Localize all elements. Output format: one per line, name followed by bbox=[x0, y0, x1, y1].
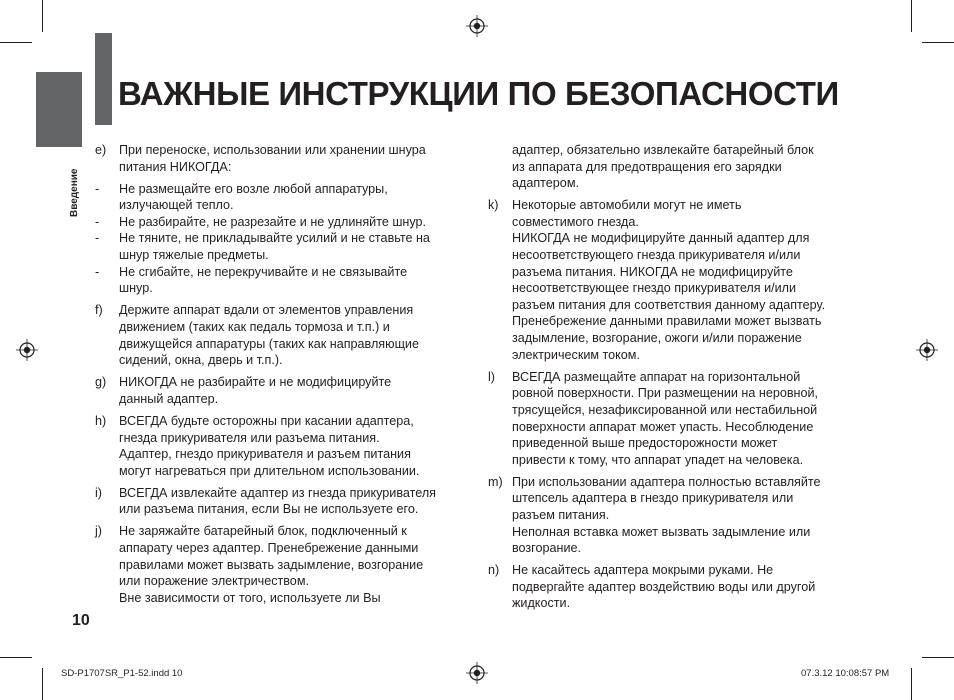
sub-text: Не разбирайте, не разрезайте и не удлиняйте шнур. bbox=[119, 214, 427, 229]
list-marker: l) bbox=[488, 369, 495, 384]
list-marker: h) bbox=[95, 413, 107, 428]
sub-text: Не тяните, не прикладывайте усилий и не ставьте на шнур тяжелые предметы. bbox=[119, 231, 430, 263]
list-marker: n) bbox=[488, 563, 500, 578]
list-marker: f) bbox=[95, 303, 103, 318]
list-item bbox=[95, 413, 475, 479]
section-tab bbox=[36, 72, 82, 147]
list-marker: g) bbox=[95, 375, 107, 390]
crop-mark bbox=[0, 657, 32, 658]
list-item bbox=[488, 474, 868, 557]
registration-mark-icon bbox=[466, 15, 488, 37]
list-item bbox=[488, 562, 868, 612]
list-text: ВСЕГДА будьте осторожны при касании адаптера, гнезда прикуривателя или разъема питания. Адаптер, гнездо прикуривателя и разъем питания могут нагреваться при длительном использовании. bbox=[119, 413, 420, 478]
list-marker bbox=[488, 142, 512, 192]
crop-mark bbox=[911, 668, 912, 700]
dash-marker: - bbox=[95, 231, 100, 246]
list-text: Некоторые автомобили могут не иметь совместимого гнезда. НИКОГДА не модифицируйте данный адаптер для несоответствующего гнезда прикуривателя и/или разъема питания. НИКОГДА не модифицируйте несоответствующее гнездо прикуривателя и/или разъем питания для соответствия данному адаптеру. Пренебрежение данными правилами может вызвать задымление, возгорание, ожоги и/или поражение электрическим током. bbox=[512, 198, 826, 362]
right-column bbox=[488, 142, 868, 618]
list-marker: m) bbox=[488, 474, 503, 489]
sub-list bbox=[95, 181, 475, 297]
registration-mark-icon bbox=[916, 339, 938, 361]
dash-marker: - bbox=[95, 214, 100, 229]
list-marker: k) bbox=[488, 198, 499, 213]
crop-mark bbox=[911, 0, 912, 32]
list-text: При использовании адаптера полностью вставляйте штепсель адаптера в гнездо прикуривателя или разъем питания. Неполная вставка может вызвать задымление или возгорание. bbox=[512, 474, 821, 556]
list-text: ВСЕГДА размещайте аппарат на горизонтальной ровной поверхности. При размещении на неровной, трясущейся, незафиксированной или нестабильной поверхности аппарат может упасть. Несоблюдение приведенной выше предосторожности может привести к тому, что аппарат упадет на человека. bbox=[512, 369, 819, 467]
dash-marker: - bbox=[95, 181, 100, 196]
sub-item bbox=[95, 214, 475, 231]
crop-mark bbox=[922, 42, 954, 43]
list-text: НИКОГДА не разбирайте и не модифицируйте данный адаптер. bbox=[119, 375, 392, 406]
list-item bbox=[95, 302, 475, 368]
page-number: 10 bbox=[72, 612, 90, 629]
crop-mark bbox=[42, 668, 43, 700]
page-title: ВАЖНЫЕ ИНСТРУКЦИИ ПО БЕЗОПАСНОСТИ bbox=[118, 75, 839, 112]
list-text: Держите аппарат вдали от элементов управления движением (таких как педаль тормоза и т.п.) и движущейся аппаратуры (таких как направляющие сидений, окна, дверь и т.п.). bbox=[119, 303, 419, 368]
list-item bbox=[95, 374, 475, 407]
continued-text: адаптер, обязательно извлекайте батарейный блок из аппарата для предотвращения его зарядки адаптером. bbox=[512, 143, 814, 191]
list-item bbox=[95, 142, 475, 175]
registration-mark-icon bbox=[466, 662, 488, 684]
crop-mark bbox=[0, 42, 32, 43]
dash-marker: - bbox=[95, 264, 100, 279]
list-item bbox=[488, 142, 868, 192]
list-item bbox=[95, 523, 475, 606]
list-text: При переноске, использовании или хранении шнура питания НИКОГДА: bbox=[119, 143, 426, 174]
file-info: SD-P1707SR_P1-52.indd 10 bbox=[61, 668, 183, 679]
crop-mark bbox=[922, 657, 954, 658]
list-item bbox=[95, 485, 475, 518]
list-text: Не заряжайте батарейный блок, подключенный к аппарату через адаптер. Пренебрежение данными правилами может вызвать задымление, возгорание или поражение электричеством. Вне зависимости от того, используете ли Вы bbox=[119, 524, 424, 605]
list-marker: e) bbox=[95, 143, 107, 157]
section-label: Введение bbox=[69, 168, 80, 217]
list-item bbox=[488, 369, 868, 469]
list-item bbox=[488, 197, 868, 363]
print-timestamp: 07.3.12 10:08:57 PM bbox=[801, 668, 890, 679]
sub-text: Не сгибайте, не перекручивайте и не связывайте шнур. bbox=[119, 264, 408, 296]
registration-mark-icon bbox=[16, 339, 38, 361]
sub-text: Не размещайте его возле любой аппаратуры, излучающей тепло. bbox=[119, 181, 388, 213]
sub-item bbox=[95, 230, 475, 263]
sub-item bbox=[95, 264, 475, 297]
list-text: ВСЕГДА извлекайте адаптер из гнезда прикуривателя или разъема питания, если Вы не используете его. bbox=[119, 485, 437, 517]
crop-mark bbox=[42, 0, 43, 32]
title-accent-bar bbox=[95, 33, 112, 125]
list-text: Не касайтесь адаптера мокрыми руками. Не подвергайте адаптер воздействию воды или другой жидкости. bbox=[512, 563, 816, 611]
left-column bbox=[95, 142, 475, 612]
list-marker: j) bbox=[95, 524, 102, 539]
list-marker: i) bbox=[95, 485, 102, 500]
sub-item bbox=[95, 181, 475, 214]
